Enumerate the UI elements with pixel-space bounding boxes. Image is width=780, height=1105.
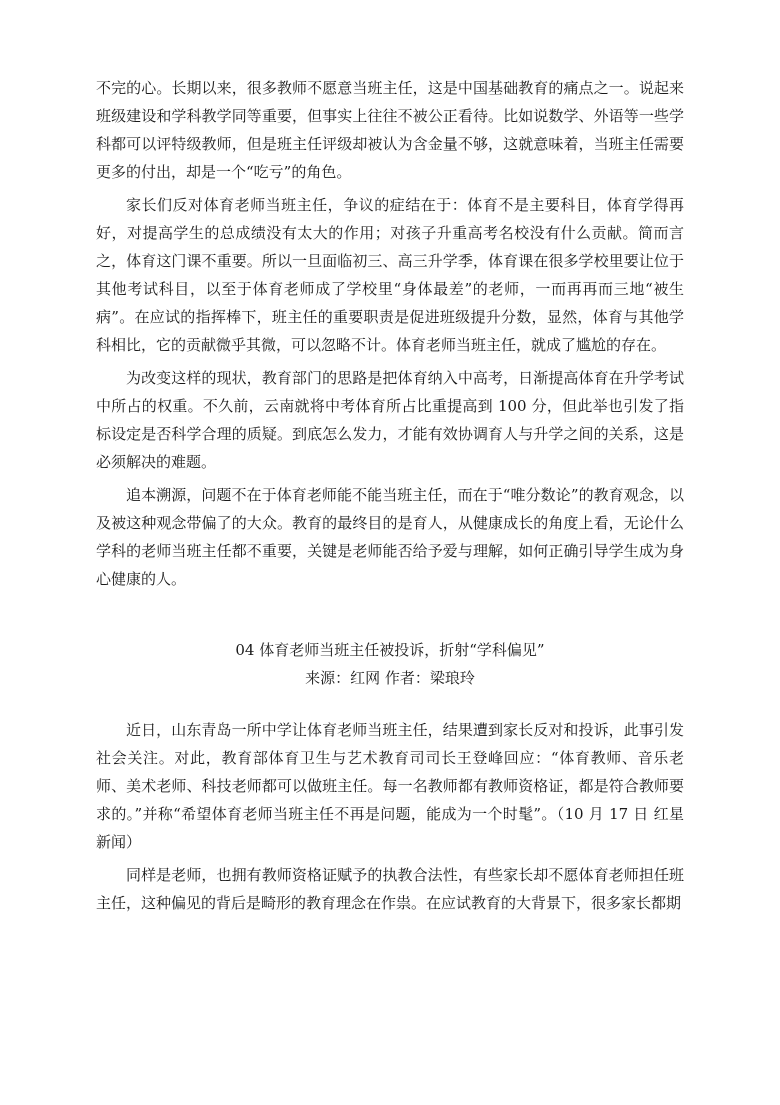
- paragraph-reform: 为改变这样的现状，教育部门的思路是把体育纳入中高考，日渐提高体育在升学考试中所占的权重。不久前，云南就将中考体育所占比重提高到 100 分，但此举也引发了指标设定是否科学合理的质疑。到底怎么发力，才能有效协调育人与升学之间的关系，这是必须解决的难题。: [96, 369, 684, 471]
- paragraph-bias: 同样是老师，也拥有教师资格证赋予的执教合法性，有些家长却不愿体育老师担任班主任，这种偏见的背后是畸形的教育理念在作祟。在应试教育的大背景下，很多家长都期: [96, 866, 684, 912]
- document-page: [96, 74, 684, 922]
- paragraph-news-lead: 近日，山东青岛一所中学让体育老师当班主任，结果遭到家长反对和投诉，此事引发社会关注。对此，教育部体育卫生与艺术教育司司长王登峰回应：“体育教师、音乐老师、美术老师、科技老师都可以做班主任。每一名教师都有教师资格证，都是符合教师要求的。”并称“希望体育老师当班主任不再是问题，能成为一个时髦”。（10 月 17 日 红星新闻）: [96, 721, 684, 851]
- article-byline: 来源：红网 作者：梁琅玲: [305, 669, 475, 687]
- byline-spacer: [96, 692, 684, 716]
- paragraph-root-cause: 追本溯源，问题不在于体育老师能不能当班主任，而在于“唯分数论”的教育观念，以及被这种观念带偏了的大众。教育的最终目的是育人，从健康成长的角度上看，无论什么学科的老师当班主任都不重要，关键是老师能否给予爱与理解，如何正确引导学生成为身心健康的人。: [96, 486, 684, 588]
- paragraph-parents-objection: 家长们反对体育老师当班主任，争议的症结在于：体育不是主要科目，体育学得再好，对提高学生的总成绩没有太大的作用；对孩子升重高考名校没有什么贡献。简而言之，体育这门课不重要。所以一旦面临初三、高三升学季，体育课在很多学校里要让位于其他考试科目，以至于体育老师成了学校里“身体最差”的老师，一而再再而三地“被生病”。在应试的指挥棒下，班主任的重要职责是促进班级提升分数，显然，体育与其他学科相比，它的贡献微乎其微，可以忽略不计。体育老师当班主任，就成了尴尬的存在。: [96, 196, 684, 354]
- article-heading: 04 体育老师当班主任被投诉，折射“学科偏见”: [235, 641, 545, 659]
- section-spacer: [96, 598, 684, 636]
- paragraph-continuation: 不完的心。长期以来，很多教师不愿意当班主任，这是中国基础教育的痛点之一。说起来班级建设和学科教学同等重要，但事实上往往不被公正看待。比如说数学、外语等一些学科都可以评特级教师，但是班主任评级却被认为含金量不够，这就意味着，当班主任需要更多的付出，却是一个“吃亏”的角色。: [96, 79, 684, 181]
